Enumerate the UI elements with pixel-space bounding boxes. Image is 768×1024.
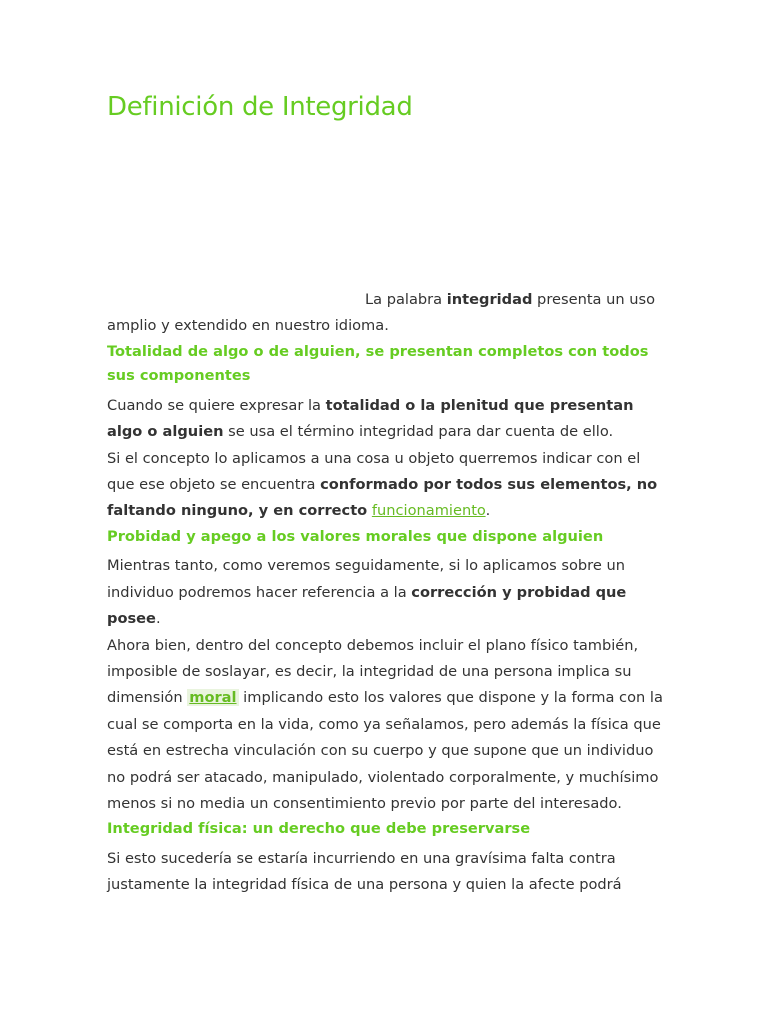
paragraph-falta: Si esto sucedería se estaría incurriendo en una gravísima falta contra justamente la integridad física de una persona y quien la afecte podrá bbox=[107, 849, 622, 894]
intro-paragraph bbox=[107, 287, 667, 340]
paragraph-totalidad bbox=[107, 393, 667, 446]
paragraph-text: . bbox=[485, 502, 491, 520]
paragraph-bold: conformado por todos sus elementos, no faltando ninguno, y en correcto bbox=[107, 476, 658, 520]
section-heading-probidad: Probidad y apego a los valores morales que dispone alguien bbox=[107, 527, 604, 545]
paragraph-bold: corrección y probidad que posee bbox=[107, 583, 627, 628]
paragraph-text: Ahora bien, dentro del concepto debemos incluir el plano físico también, imposible de soslayar, es decir, la integridad de una persona implica su dimensión bbox=[107, 636, 639, 707]
page-title: Definición de Integridad bbox=[107, 92, 413, 122]
paragraph-text: Si el concepto lo aplicamos a una cosa u objeto querremos indicar con el que ese objeto se encuentra bbox=[107, 449, 641, 494]
intro-text-after: presenta un uso amplio y extendido en nuestro idioma. bbox=[107, 291, 656, 335]
article-body bbox=[107, 287, 667, 899]
section-heading-integridad-fisica: Integridad física: un derecho que debe preservarse bbox=[107, 820, 531, 838]
intro-text-before: La palabra bbox=[365, 291, 447, 308]
paragraph-objeto bbox=[107, 446, 667, 525]
paragraph-text: implicando esto los valores que dispone y la forma con la cual se comporta en la vida, como ya señalamos, pero además la física que está en estrecha vinculación con su cuerpo y que supone que un individuo no podrá ser atacado, manipulado, violentado corporalmente, y muchísimo menos si no media un consentimiento previo por parte del interesado. bbox=[107, 689, 663, 812]
paragraph-text: se usa el término integridad para dar cuenta de ello. bbox=[223, 423, 614, 441]
paragraph-dimension bbox=[107, 633, 667, 818]
paragraph-bold: totalidad o la plenitud que presentan algo o alguien bbox=[107, 396, 634, 441]
paragraph-text: . bbox=[155, 610, 161, 628]
section-heading-totalidad: Totalidad de algo o de alguien, se presentan completos con todos sus componentes bbox=[107, 342, 649, 385]
paragraph-text: Cuando se quiere expresar la bbox=[107, 396, 326, 414]
link-funcionamiento[interactable]: funcionamiento bbox=[371, 502, 486, 520]
intro-bold-term: integridad bbox=[446, 291, 533, 308]
link-moral[interactable]: moral bbox=[189, 689, 237, 707]
paragraph-text: Mientras tanto, como veremos seguidamente, si lo aplicamos sobre un individuo podremos hacer referencia a la bbox=[107, 557, 625, 601]
paragraph-probidad bbox=[107, 553, 667, 632]
